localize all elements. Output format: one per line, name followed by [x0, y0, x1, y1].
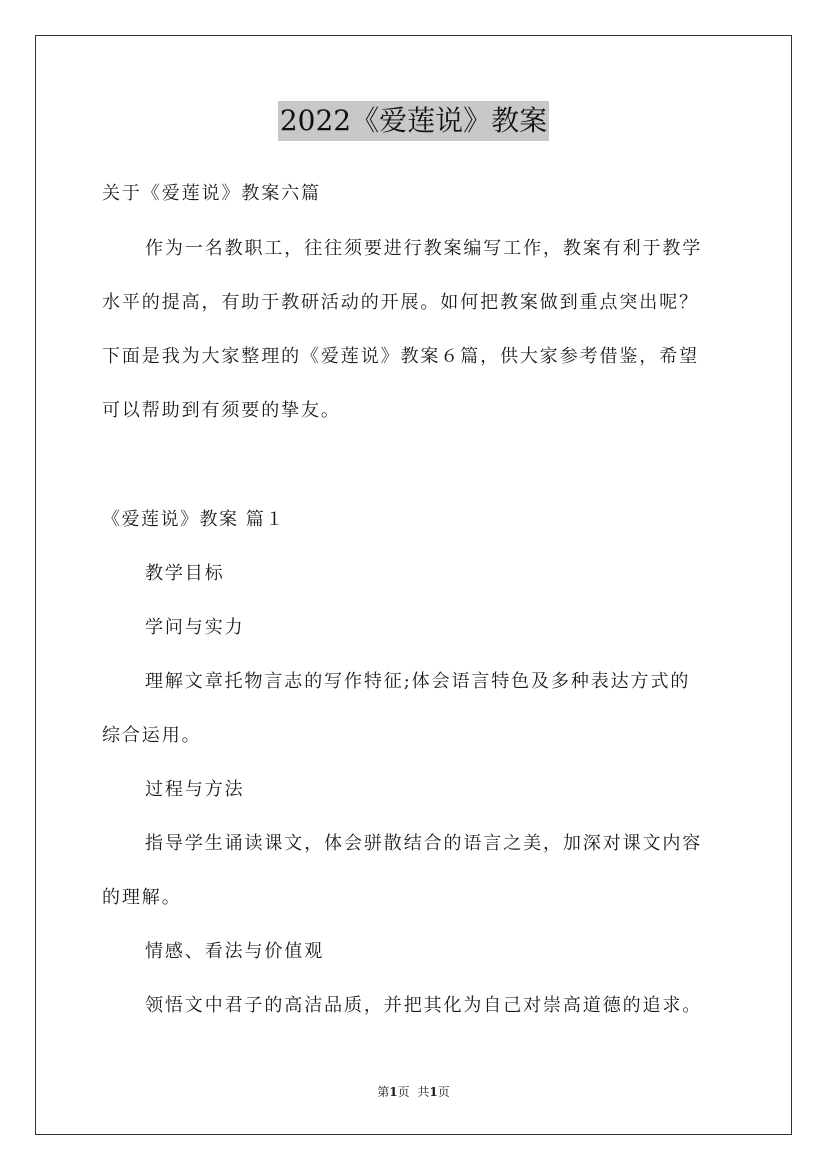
title-container: [0, 101, 827, 141]
footer-page-suffix: 页: [397, 1085, 410, 1099]
section-line-emotion-values: 情感、看法与价值观: [145, 941, 325, 962]
intro-line-1: 作为一名教职工，往往须要进行教案编写工作，教案有利于教学: [145, 238, 703, 259]
intro-line-3: 下面是我为大家整理的《爱莲说》教案６篇，供大家参考借鉴，希望: [102, 346, 699, 367]
intro-line-2: 水平的提高，有助于教研活动的开展。如何把教案做到重点突出呢？: [102, 292, 699, 313]
section-line-goal-1: 理解文章托物言志的写作特征;体会语言特色及多种表达方式的: [145, 671, 691, 692]
section-line-goal-1-cont: 综合运用。: [102, 725, 202, 746]
section-line-process-method: 过程与方法: [145, 779, 245, 800]
section-line-goal-2-cont: 的理解。: [102, 887, 182, 908]
section-line-knowledge-ability: 学问与实力: [145, 617, 245, 638]
section-line-goal-3: 领悟文中君子的高洁品质，并把其化为自己对崇高道德的追求。: [145, 995, 703, 1016]
section-heading: 《爱莲说》教案 篇１: [102, 509, 285, 530]
footer-page-prefix: 第: [377, 1085, 390, 1099]
footer-page-number: 1: [389, 1085, 398, 1099]
document-title: 2022《爱莲说》教案: [278, 101, 549, 141]
footer-total-prefix: 共: [417, 1085, 430, 1099]
intro-line-4: 可以帮助到有须要的挚友。: [102, 400, 341, 421]
footer-total-suffix: 页: [437, 1085, 450, 1099]
page-footer: [0, 1084, 827, 1100]
section-line-goal-2: 指导学生诵读课文，体会骈散结合的语言之美，加深对课文内容: [145, 833, 703, 854]
document-subtitle: 关于《爱莲说》教案六篇: [102, 183, 321, 204]
section-line-teaching-goals: 教学目标: [145, 563, 225, 584]
footer-total-pages: 1: [429, 1085, 438, 1099]
